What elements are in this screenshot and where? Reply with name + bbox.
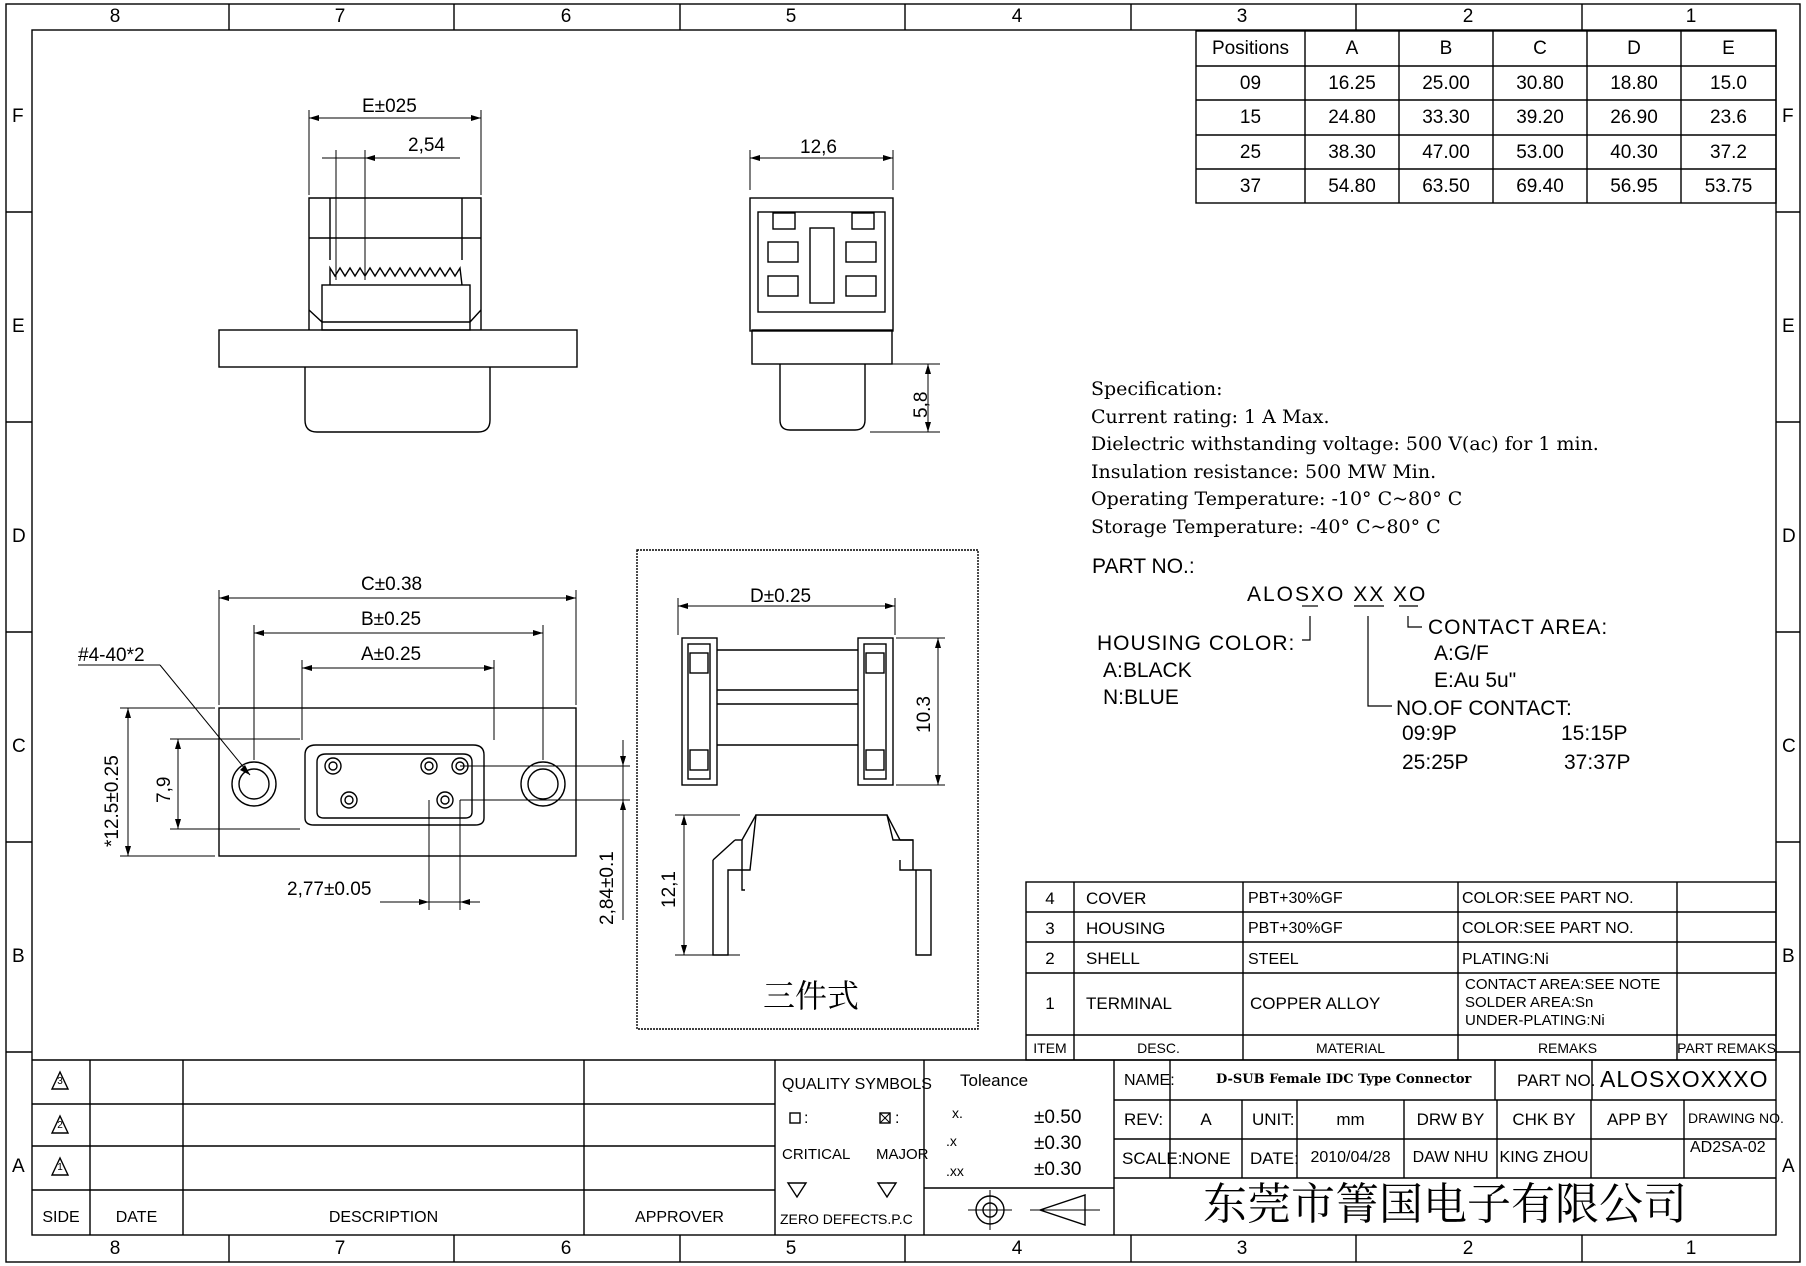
table-cell: 09: [1239, 73, 1262, 94]
table-cell: 37: [1239, 176, 1262, 197]
contact-area-gf: A:G/F: [1434, 642, 1489, 665]
revision-header-approver: APPROVER: [635, 1209, 724, 1226]
cover-view-drawing: [675, 598, 945, 955]
chk-by-label: CHK BY: [1512, 1110, 1576, 1129]
table-cell: 54.80: [1328, 176, 1376, 197]
col-label: 2: [1462, 1238, 1474, 1259]
spec-line: Storage Temperature: -40° C~80° C: [1091, 515, 1441, 538]
specification-block: [1091, 376, 1599, 541]
no-of-contact-label: NO.OF CONTACT:: [1396, 697, 1572, 720]
dim-pitch-label: 2,54: [408, 135, 445, 156]
zero-defect-symbol-icon: [788, 1183, 806, 1197]
table-header: D: [1627, 38, 1641, 59]
dim-d-label: D±0.25: [750, 586, 812, 607]
col-label: 6: [560, 6, 572, 27]
table-cell: 24.80: [1328, 107, 1376, 128]
col-label: 5: [785, 1238, 797, 1259]
table-cell: 63.50: [1422, 176, 1470, 197]
row-label: F: [1782, 106, 1794, 127]
quality-title: QUALITY SYMBOLS: [782, 1076, 932, 1093]
housing-color-label: HOUSING COLOR:: [1097, 632, 1296, 655]
bom-desc: COVER: [1086, 889, 1147, 908]
table-header: E: [1722, 38, 1735, 59]
part-no-label: PART NO.:: [1092, 555, 1195, 578]
dim-height-side-label: 5,8: [911, 391, 932, 418]
table-cell: 23.6: [1710, 107, 1747, 128]
contact-area-label: CONTACT AREA:: [1428, 616, 1609, 639]
bom-header: DESC.: [1137, 1040, 1180, 1056]
table-cell: 15.0: [1710, 73, 1747, 94]
row-label: E: [12, 316, 25, 337]
table-cell: 33.30: [1422, 107, 1470, 128]
quality-zero-defect: ZERO DEFECT: [780, 1211, 879, 1227]
col-label: 5: [785, 6, 797, 27]
dim-row-offset-label: 2,84±0.1: [597, 851, 618, 925]
tolerance-value: ±0.30: [1034, 1133, 1082, 1154]
spec-line: Insulation resistance: 500 MW Min.: [1091, 460, 1437, 483]
contact-15: 15:15P: [1561, 722, 1628, 745]
part-no-leaders: [1302, 606, 1422, 706]
tolerance-key: .x: [946, 1133, 957, 1149]
dim-width-side-label: 12,6: [800, 137, 837, 158]
critical-colon: :: [804, 1110, 809, 1127]
date-value: 2010/04/28: [1310, 1149, 1391, 1166]
bom-desc: SHELL: [1086, 949, 1140, 968]
table-cell: 69.40: [1516, 176, 1564, 197]
tolerance-title: Toleance: [960, 1071, 1029, 1090]
three-piece-box: [637, 550, 978, 1029]
dim-screw-label: #4-40*2: [78, 645, 145, 666]
app-by-label: APP BY: [1606, 1110, 1669, 1129]
drw-by-value: DAW NHU: [1412, 1149, 1489, 1166]
col-label: 4: [1011, 1238, 1023, 1259]
bom-material: PBT+30%GF: [1248, 920, 1343, 937]
bom-header: MATERIAL: [1316, 1040, 1385, 1056]
row-label: A: [12, 1156, 25, 1177]
table-header: B: [1439, 38, 1453, 59]
bom-item: 1: [1045, 994, 1055, 1013]
table-header: Positions: [1211, 38, 1290, 59]
col-label: 4: [1011, 6, 1023, 27]
col-label: 8: [109, 1238, 121, 1259]
contact-25: 25:25P: [1402, 751, 1469, 774]
major-colon: :: [895, 1110, 900, 1127]
rev-value: A: [1200, 1110, 1212, 1129]
col-label: 3: [1236, 1238, 1248, 1259]
revision-header-side: SIDE: [42, 1209, 80, 1226]
spec-line: Operating Temperature: -10° C~80° C: [1091, 488, 1463, 510]
table-cell: 18.80: [1610, 73, 1658, 94]
contact-09: 09:9P: [1402, 722, 1457, 745]
revision-header-date: DATE: [115, 1209, 158, 1226]
dim-c-label: C±0.38: [361, 574, 423, 595]
dim-cover-height-label: 10.3: [914, 696, 935, 733]
front-view-drawing: [219, 110, 577, 432]
dim-row-pitch-label: 2,77±0.05: [287, 879, 372, 900]
row-label: E: [1782, 316, 1795, 337]
tolerance-key: .xx: [946, 1163, 964, 1179]
table-cell: 47.00: [1422, 142, 1470, 163]
side-view-drawing: [750, 150, 940, 432]
revision-mark: 2: [57, 1120, 63, 1131]
col-label: 6: [560, 1238, 572, 1259]
projection-symbol-icon: [968, 1190, 1100, 1230]
scale-label: SCALE:: [1122, 1149, 1183, 1168]
dim-cover-depth-label: 12,1: [659, 871, 680, 908]
spc-symbol-icon: [878, 1183, 896, 1197]
housing-blue: N:BLUE: [1103, 686, 1179, 709]
row-label: D: [1782, 526, 1796, 547]
col-label: 8: [109, 6, 121, 27]
date-label: DATE:: [1250, 1149, 1299, 1168]
unit-value: mm: [1336, 1110, 1365, 1129]
bom-remarks: SOLDER AREA:Sn: [1465, 994, 1594, 1011]
bom-remarks: PLATING:Ni: [1462, 951, 1549, 968]
bom-material: PBT+30%GF: [1248, 890, 1343, 907]
revision-mark: 3: [57, 1076, 63, 1087]
table-cell: 56.95: [1610, 176, 1658, 197]
bom-item: 2: [1045, 949, 1055, 968]
table-cell: 15: [1239, 107, 1262, 128]
contact-area-au: E:Au 5u": [1434, 669, 1517, 692]
dim-e-label: E±025: [362, 96, 417, 117]
drawing-no-label: DRAWING NO.: [1688, 1110, 1784, 1126]
row-label: B: [12, 946, 25, 967]
quality-major: MAJOR: [876, 1146, 929, 1163]
row-label: F: [12, 106, 24, 127]
bom-item: 4: [1045, 889, 1055, 908]
col-label: 7: [334, 6, 346, 27]
table-header: A: [1345, 38, 1359, 59]
table-cell: 38.30: [1328, 142, 1376, 163]
bom-desc: HOUSING: [1086, 919, 1166, 938]
drawing-no-value: AD2SA-02: [1690, 1139, 1766, 1156]
col-label: 1: [1685, 1238, 1697, 1259]
tolerance-key: x.: [952, 1105, 963, 1121]
bom-header: ITEM: [1033, 1040, 1067, 1056]
bom-header: PART REMAKS: [1677, 1040, 1776, 1056]
table-cell: 26.90: [1610, 107, 1658, 128]
col-label: 7: [334, 1238, 346, 1259]
housing-black: A:BLACK: [1103, 659, 1192, 682]
table-cell: 53.75: [1704, 176, 1753, 197]
bom-material: COPPER ALLOY: [1250, 994, 1381, 1013]
table-cell: 53.00: [1516, 142, 1564, 163]
row-label: A: [1782, 1156, 1795, 1177]
dim-b-label: B±0.25: [361, 609, 422, 630]
bom-desc: TERMINAL: [1086, 994, 1172, 1013]
critical-symbol-icon: [790, 1113, 800, 1123]
bom-remarks: COLOR:SEE PART NO.: [1462, 920, 1634, 937]
col-label: 2: [1462, 6, 1474, 27]
chk-by-value: KING ZHOU: [1499, 1149, 1589, 1166]
revision-header-description: DESCRIPTION: [328, 1209, 439, 1226]
table-header: C: [1533, 38, 1547, 59]
col-label: 1: [1685, 6, 1697, 27]
drawing-name: D-SUB Female IDC Type Connector: [1216, 1072, 1472, 1087]
table-cell: 40.30: [1610, 142, 1658, 163]
bom-remarks: UNDER-PLATING:Ni: [1465, 1012, 1605, 1029]
part-number: ALOSXOXXXO: [1600, 1066, 1769, 1092]
scale-value: NONE: [1181, 1149, 1231, 1168]
dim-a-label: A±0.25: [361, 644, 422, 665]
dim-shell-height-label: 7,9: [154, 776, 175, 803]
positions-table: [1196, 31, 1776, 203]
quality-spc: S.P.C: [878, 1211, 913, 1227]
bom-table-grid: [1026, 882, 1776, 1060]
contact-37: 37:37P: [1564, 751, 1631, 774]
row-label: D: [12, 526, 26, 547]
table-cell: 25: [1239, 142, 1262, 163]
table-cell: 25.00: [1422, 73, 1470, 94]
table-cell: 16.25: [1328, 73, 1376, 94]
row-label: B: [1782, 946, 1795, 967]
company-name: 东莞市箐国电子有限公司: [1203, 1179, 1687, 1230]
dim-flange-height-label: *12.5±0.25: [102, 755, 123, 847]
table-cell: 37.2: [1710, 142, 1747, 163]
drw-by-label: DRW BY: [1416, 1110, 1485, 1129]
bom-header: REMAKS: [1537, 1040, 1598, 1056]
bom-remarks: CONTACT AREA:SEE NOTE: [1465, 976, 1661, 993]
part-label: PART NO.: [1517, 1071, 1596, 1090]
col-label: 3: [1236, 6, 1248, 27]
spec-line: Dielectric withstanding voltage: 500 V(ac) for 1 min.: [1091, 433, 1599, 455]
tolerance-value: ±0.50: [1034, 1107, 1082, 1128]
revision-mark: 1: [57, 1162, 63, 1173]
unit-label: UNIT:: [1252, 1110, 1295, 1129]
table-cell: 39.20: [1516, 107, 1564, 128]
three-piece-label: 三件式: [763, 977, 860, 1015]
face-view-drawing: [78, 590, 630, 920]
bom-item: 3: [1045, 919, 1055, 938]
rev-label: REV:: [1124, 1110, 1164, 1129]
row-label: C: [12, 736, 26, 757]
row-label: C: [1782, 736, 1796, 757]
spec-title: Specification:: [1091, 378, 1223, 400]
tolerance-value: ±0.30: [1034, 1159, 1082, 1180]
bom-remarks: COLOR:SEE PART NO.: [1462, 890, 1634, 907]
spec-line: Current rating: 1 A Max.: [1091, 405, 1330, 428]
table-cell: 30.80: [1516, 73, 1564, 94]
bom-material: STEEL: [1248, 951, 1299, 968]
quality-critical: CRITICAL: [782, 1146, 851, 1163]
name-label: NAME:: [1124, 1072, 1175, 1089]
part-no-code: ALOSXO XX XO: [1247, 583, 1428, 606]
